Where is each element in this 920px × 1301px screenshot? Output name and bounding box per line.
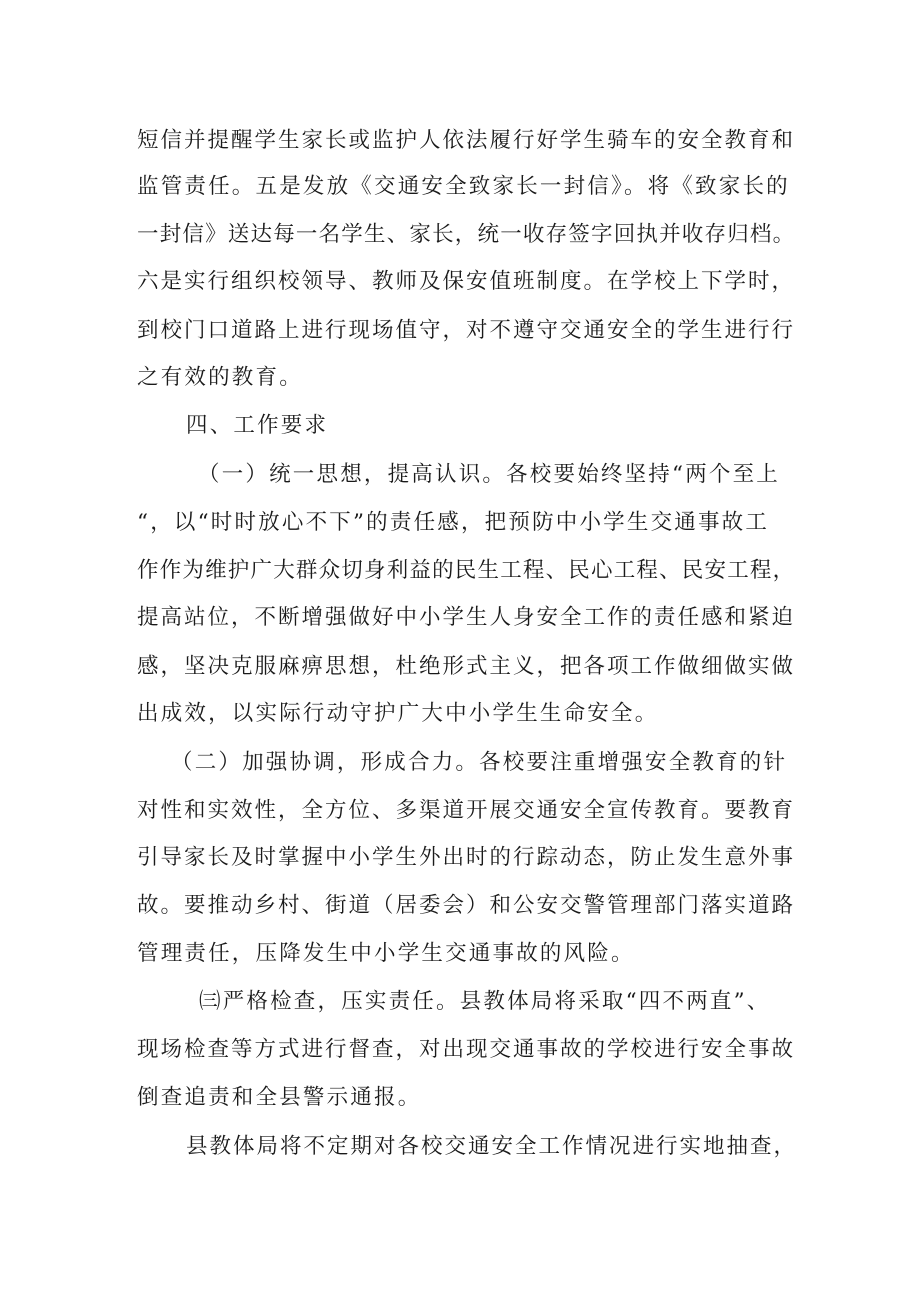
- text-line: 之有效的教育。: [137, 365, 303, 390]
- text-line: 六是实行组织校领导、教师及保安值班制度。在学校上下学时，: [137, 269, 796, 294]
- text-line: 短信并提醒学生家长或监护人依法履行好学生骑车的安全教育和: [137, 128, 796, 153]
- paragraph-start-line: ㈢严格检查，压实责任。县教体局将采取“四不两直”、: [199, 989, 771, 1014]
- text-line: 现场检查等方式进行督查，对出现交通事故的学校进行安全事故: [137, 1037, 796, 1062]
- text-line: 出成效，以实际行动守护广大中小学生生命安全。: [137, 701, 659, 726]
- text-line: 感，坚决克服麻痹思想，杜绝形式主义，把各项工作做细做实做: [137, 654, 796, 679]
- text-line: 监管责任。五是发放《交通安全致家长一封信》。将《致家长的: [137, 174, 790, 199]
- section-heading: 四、工作要求: [186, 413, 329, 438]
- paragraph-start-line: 县教体局将不定期对各校交通安全工作情况进行实地抽查，: [186, 1134, 798, 1159]
- text-line: 提高站位，不断增强做好中小学生人身安全工作的责任感和紧迫: [137, 605, 796, 630]
- text-line: 作作为维护广大群众切身利益的民生工程、民心工程、民安工程，: [137, 558, 796, 583]
- text-line: 到校门口道路上进行现场值守，对不遵守交通安全的学生进行行: [137, 318, 796, 343]
- text-line: 一封信》送达每一名学生、家长，统一收存签字回执并收存归档。: [137, 222, 796, 247]
- text-line: 管理责任，压降发生中小学生交通事故的风险。: [137, 941, 635, 966]
- text-line: 故。要推动乡村、街道（居委会）和公安交警管理部门落实道路: [137, 893, 796, 918]
- text-line: 对性和实效性，全方位、多渠道开展交通安全宣传教育。要教育: [137, 798, 796, 823]
- text-line: 引导家长及时掌握中小学生外出时的行踪动态，防止发生意外事: [137, 845, 796, 870]
- text-line: 倒查追责和全县警示通报。: [137, 1085, 422, 1110]
- paragraph-start-line: （一）统一思想，提高认识。各校要始终坚持“两个至上: [198, 462, 780, 487]
- paragraph-start-line: （二）加强协调，形成合力。各校要注重增强安全教育的针: [171, 750, 788, 775]
- text-line: “，以“时时放心不下”的责任感，把预防中小学生交通事故工: [137, 510, 770, 535]
